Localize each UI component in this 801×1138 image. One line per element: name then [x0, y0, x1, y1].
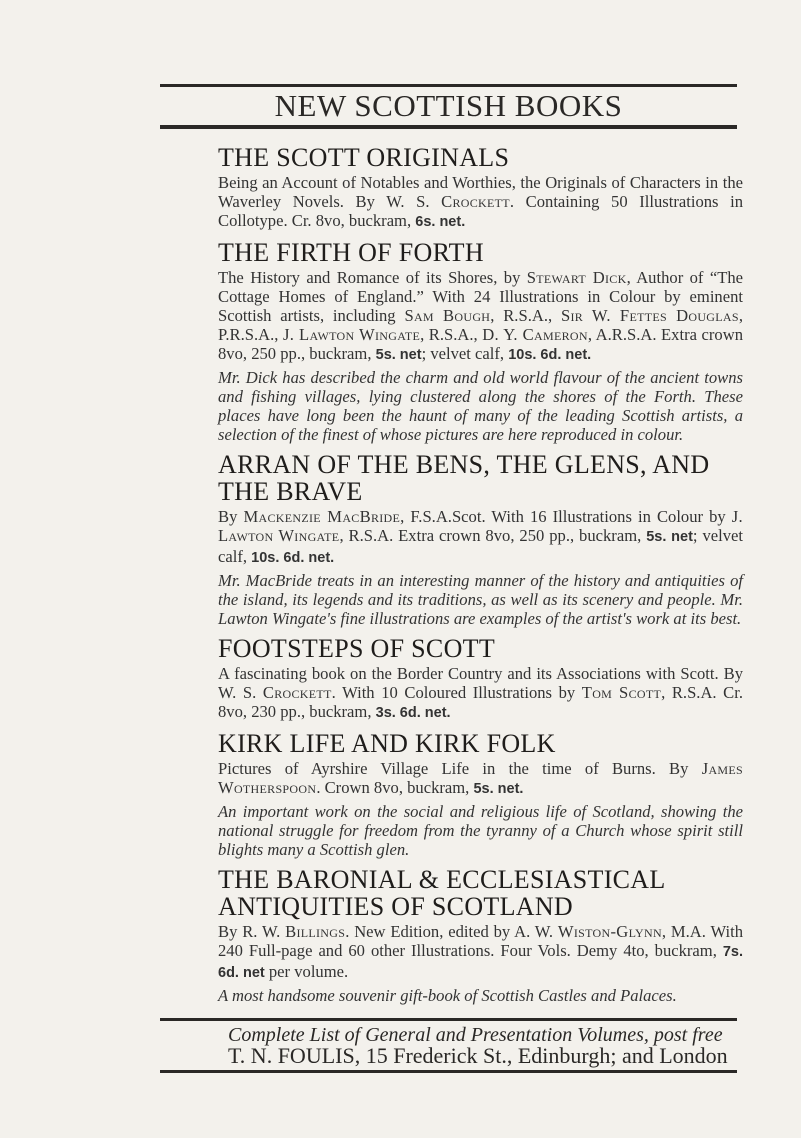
name-text: Sam Bough	[404, 306, 491, 325]
book-description	[218, 759, 743, 799]
description-text: A fascinating book on the Border Country and its Associations with Scott. By W. S.	[218, 664, 743, 702]
name-text: Crockett	[262, 683, 332, 702]
name-text: D. Y. Cameron	[482, 325, 588, 344]
book-review-note: Mr. Dick has described the charm and old world flavour of the ancient towns and fishing villages, lying clustered along the shores of the Forth. These places have long been the haunt of many of the leading Scottish artists, a selection of the finest of whose pictures are here reproduced in colour.	[218, 368, 743, 444]
book-review-note: A most handsome souvenir gift-book of Scottish Castles and Palaces.	[218, 986, 677, 1005]
description-text: , Author of “The Cottage Homes of England.” With 24 Illustrations in Colour by eminent Scottish artists, including	[218, 268, 743, 325]
top-rule	[160, 84, 737, 87]
description-text: , R.S.A.,	[490, 306, 561, 325]
book-description	[218, 664, 743, 723]
description-text: ; velvet calf,	[421, 344, 509, 363]
footer-rule-bottom	[160, 1070, 737, 1073]
price-text: 5s. net.	[473, 781, 524, 797]
description-text: , A.R.S.A. Extra crown 8vo, 250 pp., buckram,	[218, 325, 743, 363]
book-title: THE BARONIAL & ECCLESIASTICAL ANTIQUITIES OF SCOTLAND	[218, 865, 665, 921]
description-text: By	[218, 507, 244, 526]
book-title: THE SCOTT ORIGINALS	[218, 143, 510, 172]
price-text: 5s. net	[646, 529, 693, 545]
book-description	[218, 507, 743, 568]
entry-spacer	[218, 1005, 743, 1012]
book-description	[218, 268, 743, 365]
description-text: Pictures of Ayrshire Village Life in the time of Burns. By	[218, 759, 702, 778]
name-text: Mackenzie MacBride	[243, 507, 401, 526]
name-text: J. Lawton Wingate	[282, 325, 421, 344]
price-text: 10s. 6d. net.	[508, 347, 592, 363]
name-text: James Wotherspoon	[218, 759, 743, 797]
book-list	[218, 144, 743, 1012]
description-text: By R. W.	[218, 922, 286, 941]
description-text: . Crown 8vo, buckram,	[316, 778, 474, 797]
price-text: 7s. 6d. net	[218, 944, 743, 981]
description-text: . Containing 50 Illustrations in Collotype. Cr. 8vo, buckram,	[218, 192, 744, 230]
name-text: Stewart Dick	[526, 268, 627, 287]
price-text: 5s. net	[375, 347, 422, 363]
name-text: Wiston-Glynn	[557, 922, 662, 941]
book-title: KIRK LIFE AND KIRK FOLK	[218, 729, 556, 758]
name-text: Crockett	[441, 192, 510, 211]
book-title: FOOTSTEPS OF SCOTT	[218, 634, 496, 663]
header-rule	[160, 125, 737, 129]
page-title: NEW SCOTTISH BOOKS	[274, 88, 623, 123]
description-text: . With 10 Coloured Illustrations by	[331, 683, 582, 702]
name-text: Sir W. Fettes Douglas	[560, 306, 739, 325]
book-title: THE FIRTH OF FORTH	[218, 238, 484, 267]
footer-rule-top	[160, 1018, 737, 1021]
description-text: Being an Account of Notables and Worthies, the Originals of Characters in the Waverley Novels. By W. S.	[218, 173, 743, 211]
description-text: , R.S.A. Cr. 8vo, 230 pp., buckram,	[218, 683, 743, 721]
price-text: 6s. net.	[415, 214, 466, 230]
name-text: Billings	[285, 922, 346, 941]
price-text: 3s. 6d. net.	[375, 705, 451, 721]
name-text: J. Lawton Wingate	[218, 507, 744, 545]
description-text: , R.S.A.,	[420, 325, 483, 344]
name-text: Tom Scott	[581, 683, 662, 702]
price-text: 10s. 6d. net.	[251, 550, 335, 566]
book-review-note: Mr. MacBride treats in an interesting manner of the history and antiquities of the island, its legends and its traditions, as well as its scenery and people. Mr. Lawton Wingate's fine illustrations are examples of the artist's work at its best.	[218, 571, 743, 628]
description-text: ; velvet calf,	[218, 526, 743, 566]
book-title: ARRAN OF THE BENS, THE GLENS, AND THE BRAVE	[218, 450, 710, 506]
description-text: , M.A. With 240 Full-page and 60 other Illustrations. Four Vols. Demy 4to, buckram,	[218, 922, 743, 960]
description-text: , R.S.A. Extra crown 8vo, 250 pp., buckram,	[339, 526, 647, 545]
book-description	[218, 173, 743, 232]
description-text: per volume.	[264, 962, 349, 981]
description-text: , P.R.S.A.,	[218, 306, 743, 344]
book-review-note: An important work on the social and religious life of Scotland, showing the national struggle for freedom from the tyranny of a Church whose spirit still blights many a Scottish glen.	[218, 802, 743, 859]
description-text: The History and Romance of its Shores, by	[218, 268, 527, 287]
publisher-line: T. N. FOULIS, 15 Frederick St., Edinburgh; and London	[228, 1043, 728, 1068]
book-description	[218, 922, 743, 983]
description-text: . New Edition, edited by A. W.	[345, 922, 558, 941]
complete-list-line: Complete List of General and Presentation Volumes, post free	[228, 1024, 723, 1046]
description-text: , F.S.A.Scot. With 16 Illustrations in Colour by	[400, 507, 732, 526]
